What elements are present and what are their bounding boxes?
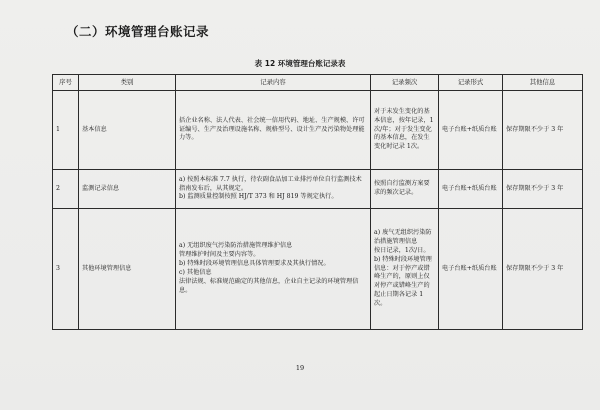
row-category: 其他环境管理信息 bbox=[79, 209, 176, 330]
content-line: a) 无组织废气污染防治措施管理维护信息 bbox=[179, 242, 293, 250]
header-form: 记录形式 bbox=[439, 75, 503, 91]
content-line: b) 特殊时段环境管理信息具体管理要求及其执行情况。 bbox=[179, 260, 330, 268]
frequency-line: a) 废气无组织污染防治措施管理信息 bbox=[374, 228, 432, 245]
table-caption: 表 12 环境管理台账记录表 bbox=[254, 59, 346, 68]
content-line: 管理维护时间及主要内容等。 bbox=[179, 251, 260, 259]
table-header-row bbox=[53, 75, 583, 91]
table-row bbox=[53, 91, 583, 170]
row-frequency bbox=[371, 91, 439, 170]
row-content bbox=[176, 209, 371, 330]
row-no: 1 bbox=[53, 91, 79, 170]
row-frequency bbox=[371, 170, 439, 209]
frequency-line: b) 特殊时段环境管理信息：对于停产或错峰生产的，原则上仅对停产或错峰生产的起止日期各记录 1次。 bbox=[374, 255, 432, 308]
row-form: 电子台账+纸质台账 bbox=[439, 91, 503, 170]
row-category: 基本信息 bbox=[79, 91, 176, 170]
row-form: 电子台账+纸质台账 bbox=[439, 170, 503, 209]
header-frequency: 记录频次 bbox=[371, 75, 439, 91]
content-line: 括企业名称、法人代表、社会统一信用代码、地址、生产规模、许可证编号、生产及治理设施名称、规格型号、设计生产及污染物处理能力等。 bbox=[179, 116, 365, 142]
table-row bbox=[53, 170, 583, 209]
row-no: 3 bbox=[53, 209, 79, 330]
page-number: 19 bbox=[295, 364, 305, 372]
header-category: 类别 bbox=[79, 75, 176, 91]
header-no: 序号 bbox=[53, 75, 79, 91]
ledger-table bbox=[52, 74, 583, 330]
header-other: 其他信息 bbox=[503, 75, 583, 91]
content-line: a) 按照本标准 7.7 执行，待农副食品加工业排污单位自行监测技术指南发布后，从其规定。 bbox=[179, 175, 362, 192]
row-frequency bbox=[371, 209, 439, 330]
frequency-line: 按日记录，1次/日。 bbox=[374, 246, 430, 254]
row-other: 保存期限不少于 3 年 bbox=[503, 209, 583, 330]
row-content bbox=[176, 170, 371, 209]
frequency-line: 按照自行监测方案要求的频次记录。 bbox=[374, 180, 430, 196]
section-title: （二）环境管理台账记录 bbox=[66, 24, 210, 39]
row-form: 电子台账+纸质台账 bbox=[439, 209, 503, 330]
row-other: 保存期限不少于 3 年 bbox=[503, 91, 583, 170]
header-content: 记录内容 bbox=[176, 75, 371, 91]
frequency-line: 对于未发生变化的基本信息，按年记录，1次/年；对于发生变化的基本信息，在发生变化时记录 1次。 bbox=[374, 107, 434, 151]
content-line: 法律法规、标准规范确定的其他信息，企业自主记录的环境管理信息。 bbox=[179, 277, 359, 294]
row-other: 保存期限不少于 3 年 bbox=[503, 170, 583, 209]
row-content bbox=[176, 91, 371, 170]
table-row bbox=[53, 209, 583, 330]
content-line: b) 监测质量控制按照 HJ/T 373 和 HJ 819 等规定执行。 bbox=[179, 193, 338, 201]
row-category: 监测记录信息 bbox=[79, 170, 176, 209]
content-line: c) 其他信息 bbox=[179, 269, 212, 276]
row-no: 2 bbox=[53, 170, 79, 209]
